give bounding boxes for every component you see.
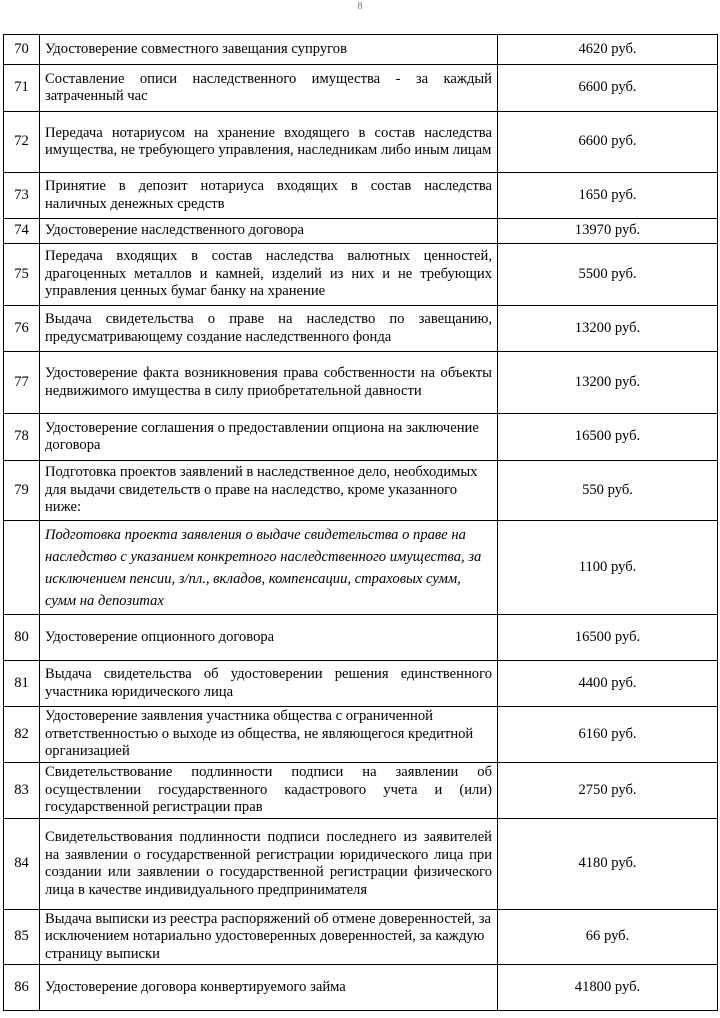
row-number: 75 — [4, 244, 40, 306]
row-number: 74 — [4, 219, 40, 244]
row-number: 72 — [4, 112, 40, 173]
table-row — [4, 763, 718, 819]
service-description: Выдача свидетельства о праве на наследство по завещанию, предусматривающему создание наследственного фонда — [40, 306, 498, 352]
service-description: Принятие в депозит нотариуса входящих в состав наследства наличных денежных средств — [40, 173, 498, 219]
service-price: 5500 руб. — [498, 244, 718, 306]
row-number: 85 — [4, 910, 40, 965]
table-row — [4, 910, 718, 965]
table-row — [4, 306, 718, 352]
service-price: 4400 руб. — [498, 661, 718, 707]
service-price: 6600 руб. — [498, 112, 718, 173]
table-row — [4, 707, 718, 763]
page-number: 8 — [357, 0, 363, 12]
service-description: Составление описи наследственного имущества - за каждый затраченный час — [40, 65, 498, 112]
service-price: 4620 руб. — [498, 35, 718, 65]
service-price: 550 руб. — [498, 461, 718, 521]
service-description: Подготовка проекта заявления о выдаче свидетельства о праве на наследство с указанием конкретного наследственного имущества, за исключением пенсии, з/пл., вкладов, компенсации, страховых сумм, сумм на депозитах — [40, 521, 498, 615]
row-number: 82 — [4, 707, 40, 763]
service-price: 13970 руб. — [498, 219, 718, 244]
table-row — [4, 965, 718, 1011]
table-row — [4, 819, 718, 910]
row-number: 84 — [4, 819, 40, 910]
service-description: Подготовка проектов заявлений в наследственное дело, необходимых для выдачи свидетельств о праве на наследство, кроме указанного ниже: — [40, 461, 498, 521]
service-description: Передача входящих в состав наследства валютных ценностей, драгоценных металлов и камней, изделий из них и не требующих управления ценных бумаг банку на хранение — [40, 244, 498, 306]
service-price: 16500 руб. — [498, 615, 718, 661]
table-row — [4, 521, 718, 615]
service-description: Удостоверение заявления участника общества с ограниченной ответственностью о выходе из общества, не являющегося кредитной организацией — [40, 707, 498, 763]
table-row — [4, 414, 718, 461]
table-row — [4, 461, 718, 521]
table-row — [4, 219, 718, 244]
table-row — [4, 35, 718, 65]
service-price: 6600 руб. — [498, 65, 718, 112]
table-row — [4, 244, 718, 306]
row-number: 76 — [4, 306, 40, 352]
row-number: 79 — [4, 461, 40, 521]
table-row — [4, 661, 718, 707]
service-description: Удостоверение наследственного договора — [40, 219, 498, 244]
row-number — [4, 521, 40, 615]
service-price: 41800 руб. — [498, 965, 718, 1011]
service-description: Удостоверение опционного договора — [40, 615, 498, 661]
service-description: Выдача свидетельства об удостоверении решения единственного участника юридического лица — [40, 661, 498, 707]
service-description: Удостоверение факта возникновения права собственности на объекты недвижимого имущества в силу приобретательной давности — [40, 352, 498, 414]
service-price: 1100 руб. — [498, 521, 718, 615]
row-number: 70 — [4, 35, 40, 65]
row-number: 77 — [4, 352, 40, 414]
service-description: Удостоверение договора конвертируемого займа — [40, 965, 498, 1011]
service-price: 13200 руб. — [498, 352, 718, 414]
service-price: 66 руб. — [498, 910, 718, 965]
service-description: Свидетельствование подлинности подписи на заявлении об осуществлении государственного кадастрового учета и (или) государственной регистрации прав — [40, 763, 498, 819]
table-row — [4, 112, 718, 173]
service-description: Удостоверение совместного завещания супругов — [40, 35, 498, 65]
service-description: Свидетельствования подлинности подписи последнего из заявителей на заявлении о государственной регистрации юридического лица при создании или заявлении о государственной регистрации физического лица в качестве индивидуального предпринимателя — [40, 819, 498, 910]
service-price: 16500 руб. — [498, 414, 718, 461]
table-row — [4, 352, 718, 414]
table-row — [4, 65, 718, 112]
service-description: Выдача выписки из реестра распоряжений об отмене доверенностей, за исключением нотариально удостоверенных доверенностей, за каждую страницу выписки — [40, 910, 498, 965]
table-row — [4, 173, 718, 219]
service-price: 13200 руб. — [498, 306, 718, 352]
service-price: 6160 руб. — [498, 707, 718, 763]
row-number: 83 — [4, 763, 40, 819]
row-number: 73 — [4, 173, 40, 219]
service-price: 2750 руб. — [498, 763, 718, 819]
service-price: 4180 руб. — [498, 819, 718, 910]
row-number: 81 — [4, 661, 40, 707]
fee-table — [3, 34, 718, 1011]
row-number: 86 — [4, 965, 40, 1011]
service-description: Удостоверение соглашения о предоставлении опциона на заключение договора — [40, 414, 498, 461]
service-description: Передача нотариусом на хранение входящего в состав наследства имущества, не требующего управления, наследникам либо иным лицам — [40, 112, 498, 173]
service-price: 1650 руб. — [498, 173, 718, 219]
row-number: 80 — [4, 615, 40, 661]
row-number: 71 — [4, 65, 40, 112]
table-row — [4, 615, 718, 661]
row-number: 78 — [4, 414, 40, 461]
